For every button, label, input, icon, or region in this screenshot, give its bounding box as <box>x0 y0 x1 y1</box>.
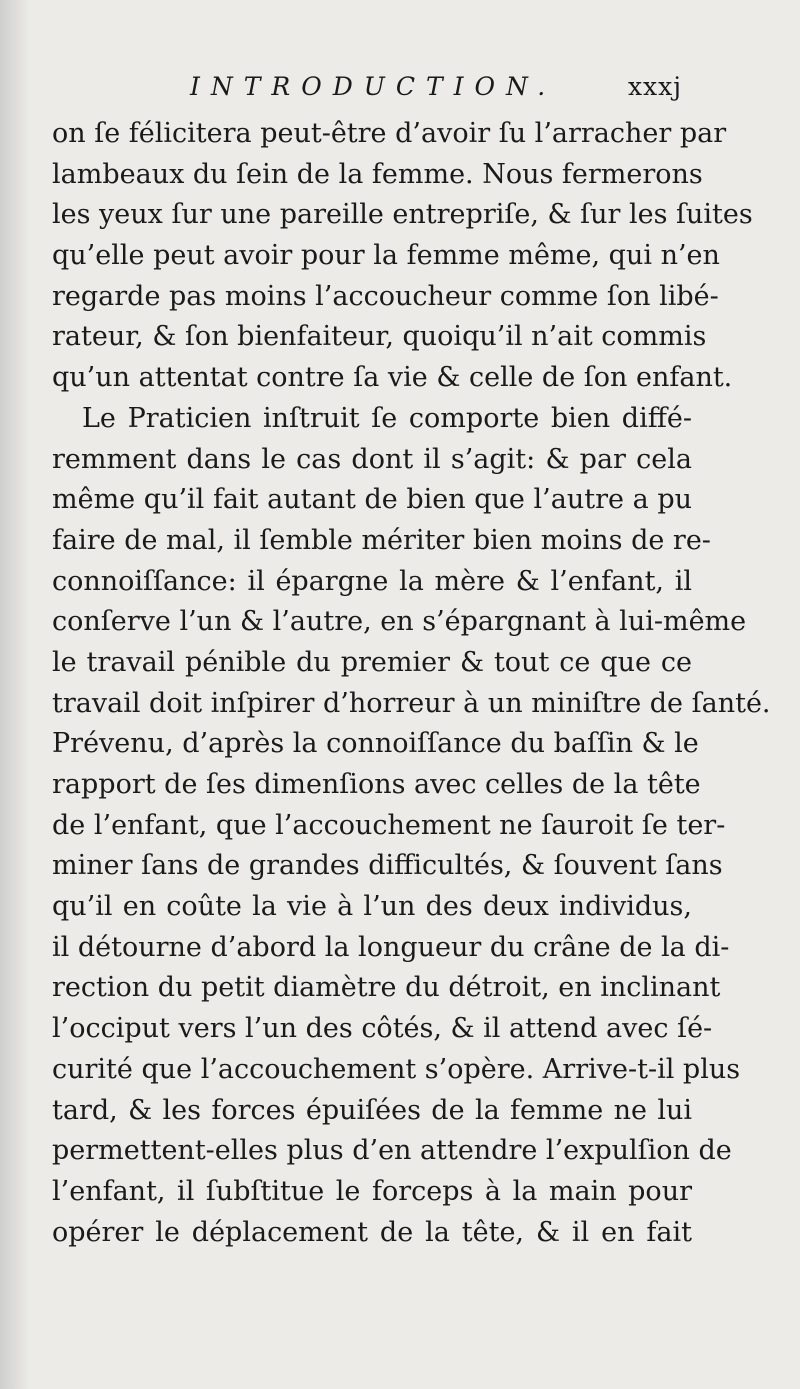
text-line: on ſe félicitera peut-être d’avoir ſu l’arracher par <box>52 118 727 149</box>
text-line: rateur, & ſon bienfaiteur, quoiqu’il n’ait commis <box>52 321 707 353</box>
page-number: xxxj <box>627 72 682 101</box>
body-text <box>52 114 771 1253</box>
text-line: qu’un attentat contre ſa vie & celle de ſon enfant. <box>52 362 733 394</box>
text-line: miner ſans de grandes difficultés, & ſouvent ſans <box>52 850 723 882</box>
text-line: opérer le déplacement de la tête, & il en fait <box>52 1216 692 1248</box>
text-line: regarde pas moins l’accoucheur comme ſon libé- <box>52 280 719 312</box>
text-line: il détourne d’abord la longueur du crâne de la di- <box>52 931 730 963</box>
text-line: tard, & les forces épuiſées de la femme ne lui <box>52 1094 692 1126</box>
text-line: Prévenu, d’après la connoiſſance du baſſin & le <box>52 728 699 760</box>
text-line: rapport de ſes dimenſions avec celles de la tête <box>52 769 701 800</box>
text-line: qu’il en coûte la vie à l’un des deux individus, <box>52 891 692 923</box>
text-line: le travail pénible du premier & tout ce que ce <box>52 646 692 678</box>
text-line: qu’elle peut avoir pour la femme même, qui n’en <box>52 240 720 272</box>
text-line: permettent-elles plus d’en attendre l’expulſion de <box>52 1135 732 1167</box>
text-line: même qu’il fait autant de bien que l’autre a pu <box>52 484 692 516</box>
page-edge-shadow <box>0 0 30 1389</box>
text-line: les yeux ſur une pareille entrepriſe, & ſur les ſuites <box>52 199 753 231</box>
text-line: curité que l’accouchement s’opère. Arrive-t-il plus <box>52 1053 741 1085</box>
text-line: de l’enfant, que l’accouchement ne ſauroit ſe ter- <box>52 809 726 841</box>
text-line: l’enfant, il ſubſtitue le forceps à la main pour <box>52 1175 692 1207</box>
text-line: rection du petit diamètre du détroit, en inclinant <box>52 972 721 1004</box>
text-line: lambeaux du ſein de la femme. Nous fermerons <box>52 158 703 190</box>
paragraph-start-line: Le Praticien inſtruit ſe comporte bien diffé- <box>82 402 692 434</box>
text-line: conſerve l’un & l’autre, en s’épargnant à lui-même <box>52 606 747 638</box>
running-title: INTRODUCTION. <box>190 72 557 101</box>
text-line: travail doit inſpirer d’horreur à un miniſtre de ſanté. <box>52 687 771 719</box>
running-header <box>190 72 690 112</box>
text-line: remment dans le cas dont il s’agit: & par cela <box>52 443 692 475</box>
text-line: l’occiput vers l’un des côtés, & il attend avec ſé- <box>52 1013 713 1045</box>
text-line: connoiſſance: il épargne la mère & l’enfant, il <box>52 565 692 597</box>
text-line: faire de mal, il ſemble mériter bien moins de re- <box>52 524 711 556</box>
